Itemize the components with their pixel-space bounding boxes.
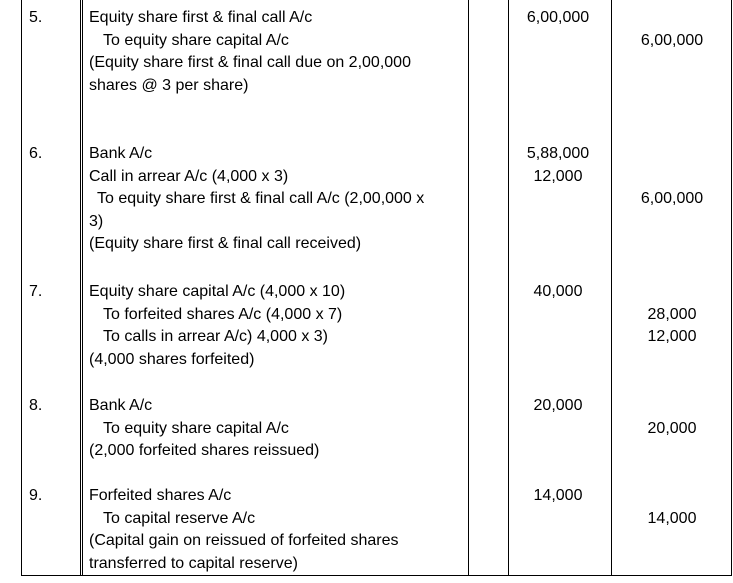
particulars-line: Bank A/c — [89, 397, 153, 414]
particulars-line: To calls in arrear A/c) 4,000 x 3) — [103, 328, 328, 345]
particulars-line: (Capital gain on reissued of forfeited shares — [89, 532, 399, 549]
credit-amount: 6,00,000 — [640, 190, 704, 207]
table-border-bottom — [21, 575, 732, 576]
entry-particulars — [89, 485, 469, 575]
credit-amount: 12,000 — [647, 328, 697, 345]
credit-amount: 28,000 — [647, 305, 697, 323]
column-divider-particulars — [80, 0, 81, 576]
particulars-line: shares @ 3 per share) — [89, 76, 249, 94]
debit-amount: 5,88,000 — [526, 145, 590, 162]
debit-amounts — [510, 281, 606, 304]
particulars-line: Equity share capital A/c (4,000 x 10) — [89, 283, 346, 300]
entry-number: 6. — [29, 145, 43, 162]
entry-particulars — [89, 7, 469, 97]
debit-amounts — [510, 7, 606, 30]
entry-number: 8. — [29, 397, 43, 414]
credit-amount: 20,000 — [647, 419, 697, 437]
particulars-line: Forfeited shares A/c — [89, 487, 232, 504]
credit-amounts — [612, 395, 732, 440]
particulars-line: To equity share capital A/c — [103, 419, 289, 437]
particulars-line: (4,000 shares forfeited) — [89, 350, 255, 368]
particulars-line: To capital reserve A/c — [103, 509, 256, 527]
particulars-line: transferred to capital reserve) — [89, 554, 298, 572]
entry-particulars — [89, 143, 469, 256]
particulars-line: To equity share capital A/c — [103, 31, 289, 49]
entry-number: 9. — [29, 487, 43, 504]
column-divider-particulars-inner — [82, 0, 83, 576]
credit-amounts — [612, 143, 732, 211]
debit-amounts — [510, 485, 606, 508]
particulars-line: Call in arrear A/c (4,000 x 3) — [89, 167, 289, 185]
entry-number: 5. — [29, 9, 43, 26]
debit-amount: 14,000 — [533, 487, 583, 504]
debit-amounts — [510, 395, 606, 418]
particulars-line: Equity share first & final call A/c — [89, 9, 313, 26]
particulars-line: (2,000 forfeited shares reissued) — [89, 442, 320, 459]
entry-particulars — [89, 281, 469, 371]
particulars-line: 3) — [89, 212, 104, 230]
particulars-line: Bank A/c — [89, 145, 153, 162]
credit-amount: 6,00,000 — [640, 31, 704, 49]
particulars-line: (Equity share first & final call due on 2,00,000 — [89, 54, 411, 71]
credit-amounts — [612, 281, 732, 349]
debit-amount: 6,00,000 — [526, 9, 590, 26]
debit-amount: 12,000 — [533, 167, 583, 185]
debit-amount: 20,000 — [533, 397, 583, 414]
entry-number: 7. — [29, 283, 43, 300]
debit-amounts — [510, 143, 606, 188]
credit-amount: 14,000 — [647, 509, 697, 527]
credit-amounts — [612, 485, 732, 530]
particulars-line: To forfeited shares A/c (4,000 x 7) — [103, 305, 343, 323]
column-divider-debit — [508, 0, 509, 576]
credit-amounts — [612, 7, 732, 52]
entry-particulars — [89, 395, 469, 463]
particulars-line: (Equity share first & final call received) — [89, 235, 362, 252]
debit-amount: 40,000 — [533, 283, 583, 300]
particulars-line: To equity share first & final call A/c (2,00,000 x — [97, 190, 425, 207]
table-border-left — [21, 0, 22, 576]
